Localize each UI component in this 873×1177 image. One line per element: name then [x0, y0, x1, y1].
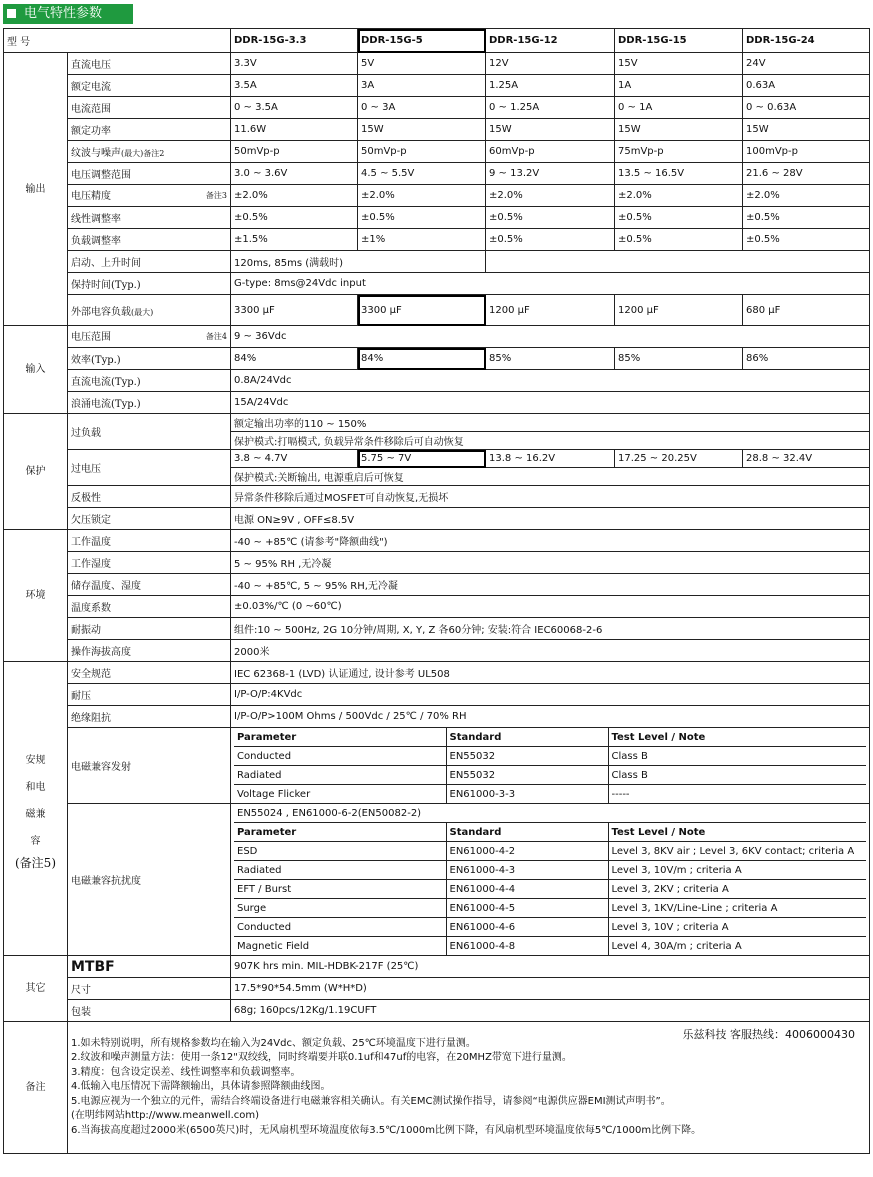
value-cell: ±0.5% — [743, 207, 870, 229]
value-cell: 3.5A — [231, 75, 358, 97]
protection-row — [4, 450, 870, 468]
table-row — [234, 766, 866, 785]
input-row — [4, 392, 870, 414]
value-cell: 0.8A/24Vdc — [231, 370, 870, 392]
model-name: DDR-15G-15 — [615, 29, 743, 53]
value-cell: ±1.5% — [231, 229, 358, 251]
value-cell: 13.5 ~ 16.5V — [615, 163, 743, 185]
emission-header-row — [234, 728, 866, 747]
value-cell: 3300 μF — [358, 295, 486, 326]
value-cell: 5 ~ 95% RH ,无冷凝 — [231, 552, 870, 574]
value-cell: ±0.5% — [486, 207, 615, 229]
value-cell: 0 ~ 0.63A — [743, 97, 870, 119]
value-cell: ±2.0% — [615, 185, 743, 207]
section-banner — [3, 4, 133, 24]
category-protection: 保护 — [4, 414, 68, 530]
value-cell: 额定输出功率的110 ~ 150% — [231, 414, 870, 432]
row-label: 过负载 — [68, 414, 231, 450]
value-cell: 1200 μF — [615, 295, 743, 326]
value-cell: 异常条件移除后通过MOSFET可自动恢复,无损坏 — [231, 486, 870, 508]
note-line: 2.纹波和噪声测量方法：使用一条12"双绞线，同时终端要并联0.1uf和47uf的电容，在20MHZ带宽下进行量测。 — [71, 1052, 572, 1064]
table-row — [234, 785, 866, 804]
table-cell: EN61000-4-6 — [446, 918, 608, 937]
note-line: 5.电源应视为一个独立的元件，需结合终端设备进行电磁兼容相关确认。有关EMC测试操作指导，请参阅“电源供应器EMI测试声明书”。 — [71, 1095, 671, 1107]
immunity-table — [234, 804, 866, 955]
value-cell: 60mVp-p — [486, 141, 615, 163]
value-cell: 15W — [615, 119, 743, 141]
table-row — [234, 937, 866, 956]
table-cell: EN61000-3-3 — [446, 785, 608, 804]
category-line: 容 — [30, 835, 41, 847]
column-header: Parameter — [234, 823, 446, 842]
spec-table — [3, 28, 870, 1154]
value-cell: ±2.0% — [486, 185, 615, 207]
immunity-header-row — [234, 823, 866, 842]
value-cell: 120ms, 85ms (满载时) — [231, 251, 486, 273]
table-row — [234, 842, 866, 861]
output-row — [4, 53, 870, 75]
value-cell: 75mVp-p — [615, 141, 743, 163]
row-label — [68, 326, 231, 348]
row-label: 工作温度 — [68, 530, 231, 552]
output-row — [4, 251, 870, 273]
model-name: DDR-15G-3.3 — [231, 29, 358, 53]
value-cell: ±2.0% — [743, 185, 870, 207]
value-cell: ±2.0% — [231, 185, 358, 207]
column-header: Parameter — [234, 728, 446, 747]
hotline-text: 乐兹科技 客服热线：4006000430 — [682, 1028, 855, 1041]
model-name: DDR-15G-12 — [486, 29, 615, 53]
row-label: 线性调整率 — [68, 207, 231, 229]
row-label: 额定电流 — [68, 75, 231, 97]
value-cell: 1.25A — [486, 75, 615, 97]
value-cell: 9 ~ 36Vdc — [231, 326, 870, 348]
value-cell: 15W — [486, 119, 615, 141]
table-cell: Class B — [608, 766, 866, 785]
value-cell: 85% — [486, 348, 615, 370]
table-cell: Level 3, 1KV/Line-Line ; criteria A — [608, 899, 866, 918]
row-label: 负载调整率 — [68, 229, 231, 251]
table-cell: Level 3, 10V/m ; criteria A — [608, 861, 866, 880]
value-cell: 保护模式:打嗝模式, 负载异常条件移除后可自动恢复 — [231, 432, 870, 450]
row-label-text: 电压范围 — [71, 331, 111, 343]
safety-row — [4, 662, 870, 684]
row-label: 电磁兼容发射 — [68, 728, 231, 804]
table-row — [234, 899, 866, 918]
row-label-text: 外部电容负载 — [71, 306, 131, 318]
column-header: Test Level / Note — [608, 823, 866, 842]
table-row — [234, 747, 866, 766]
environment-row — [4, 596, 870, 618]
protection-row — [4, 486, 870, 508]
input-row — [4, 348, 870, 370]
table-cell: EN61000-4-2 — [446, 842, 608, 861]
row-label: 电磁兼容抗扰度 — [68, 804, 231, 956]
input-row — [4, 326, 870, 348]
value-cell: 12V — [486, 53, 615, 75]
output-row — [4, 207, 870, 229]
value-cell: 1200 μF — [486, 295, 615, 326]
value-cell: 5.75 ~ 7V — [358, 450, 486, 468]
row-label: 耐振动 — [68, 618, 231, 640]
row-label: 反极性 — [68, 486, 231, 508]
model-label: 型 号 — [4, 29, 231, 53]
environment-row — [4, 552, 870, 574]
others-row — [4, 1000, 870, 1022]
value-cell: 0 ~ 3.5A — [231, 97, 358, 119]
value-cell: ±1% — [358, 229, 486, 251]
value-cell: 86% — [743, 348, 870, 370]
value-cell: 电源 ON≥9V , OFF≤8.5V — [231, 508, 870, 530]
column-header: Standard — [446, 728, 608, 747]
row-label — [68, 295, 231, 326]
value-cell: 85% — [615, 348, 743, 370]
value-cell: 13.8 ~ 16.2V — [486, 450, 615, 468]
row-label-note: 备注3 — [205, 190, 227, 200]
row-label: 额定功率 — [68, 119, 231, 141]
row-label: 工作湿度 — [68, 552, 231, 574]
output-row — [4, 119, 870, 141]
value-cell: I/P-O/P>100M Ohms / 500Vdc / 25℃ / 70% RH — [231, 706, 870, 728]
value-cell: 21.6 ~ 28V — [743, 163, 870, 185]
value-cell: -40 ~ +85℃, 5 ~ 95% RH,无冷凝 — [231, 574, 870, 596]
value-cell: ±0.5% — [615, 207, 743, 229]
table-cell: Conducted — [234, 918, 446, 937]
table-cell: Voltage Flicker — [234, 785, 446, 804]
table-cell: EN61000-4-8 — [446, 937, 608, 956]
row-label: 浪涌电流(Typ.) — [68, 392, 231, 414]
value-cell: 50mVp-p — [231, 141, 358, 163]
value-cell: 15W — [358, 119, 486, 141]
value-cell: G-type: 8ms@24Vdc input — [231, 273, 870, 295]
row-label: 保持时间(Typ.) — [68, 273, 231, 295]
row-label: 启动、上升时间 — [68, 251, 231, 273]
table-row — [234, 918, 866, 937]
value-cell: ±0.5% — [231, 207, 358, 229]
table-cell: Surge — [234, 899, 446, 918]
table-cell: Magnetic Field — [234, 937, 446, 956]
value-cell: 15W — [743, 119, 870, 141]
value-cell: ±0.5% — [615, 229, 743, 251]
emission-table-cell — [231, 728, 870, 804]
output-row — [4, 141, 870, 163]
value-cell: 3.8 ~ 4.7V — [231, 450, 358, 468]
value-cell: -40 ~ +85℃ (请参考"降额曲线") — [231, 530, 870, 552]
table-cell: Level 3, 2KV ; criteria A — [608, 880, 866, 899]
safety-row — [4, 804, 870, 956]
output-row — [4, 163, 870, 185]
value-cell: 0 ~ 1A — [615, 97, 743, 119]
note-line: (在明纬网站http://www.meanwell.com) — [71, 1110, 260, 1122]
value-cell: 1A — [615, 75, 743, 97]
row-label: 包装 — [68, 1000, 231, 1022]
table-cell: EN61000-4-4 — [446, 880, 608, 899]
table-cell: Level 3, 8KV air ; Level 3, 6KV contact; criteria A — [608, 842, 866, 861]
value-cell: 0 ~ 1.25A — [486, 97, 615, 119]
row-label: MTBF — [68, 956, 231, 978]
value-cell: 2000米 — [231, 640, 870, 662]
category-output: 输出 — [4, 53, 68, 326]
output-row — [4, 185, 870, 207]
value-cell: 15V — [615, 53, 743, 75]
notes-cell — [68, 1022, 870, 1154]
immunity-standards: EN55024 , EN61000-6-2(EN50082-2) — [234, 804, 866, 823]
value-cell: 11.6W — [231, 119, 358, 141]
note-line: 1.如未特别说明，所有规格参数均在输入为24Vdc、额定负载、25℃环境温度下进行量测。 — [71, 1037, 476, 1049]
row-label-note: 备注4 — [205, 331, 227, 341]
value-cell: 100mVp-p — [743, 141, 870, 163]
value-cell: 17.5*90*54.5mm (W*H*D) — [231, 978, 870, 1000]
table-cell: EN61000-4-5 — [446, 899, 608, 918]
output-row — [4, 295, 870, 326]
table-cell: Class B — [608, 747, 866, 766]
output-row — [4, 229, 870, 251]
banner-title: 电气特性参数 — [24, 6, 103, 21]
table-cell: EN55032 — [446, 747, 608, 766]
category-note: (备注5) — [15, 855, 56, 870]
note-line: 6.当海拔高度超过2000米(6500英尺)时，无风扇机型环境温度依每3.5℃/1000m比例下降，有风扇机型环境温度依每5℃/1000m比例下降。 — [71, 1124, 702, 1136]
column-header: Standard — [446, 823, 608, 842]
value-cell: 84% — [231, 348, 358, 370]
others-row — [4, 978, 870, 1000]
input-row — [4, 370, 870, 392]
category-environment: 环境 — [4, 530, 68, 662]
blank-cell — [486, 251, 870, 273]
row-label: 耐压 — [68, 684, 231, 706]
notes-row — [4, 1022, 870, 1154]
column-header: Test Level / Note — [608, 728, 866, 747]
protection-row — [4, 508, 870, 530]
output-row — [4, 97, 870, 119]
row-label: 尺寸 — [68, 978, 231, 1000]
value-cell: 4.5 ~ 5.5V — [358, 163, 486, 185]
value-cell: 3.0 ~ 3.6V — [231, 163, 358, 185]
row-label: 安全规范 — [68, 662, 231, 684]
value-cell: ±0.5% — [486, 229, 615, 251]
row-label-text: 电压精度 — [71, 190, 111, 202]
value-cell: 680 μF — [743, 295, 870, 326]
environment-row — [4, 574, 870, 596]
row-label: 效率(Typ.) — [68, 348, 231, 370]
value-cell: 组件:10 ~ 500Hz, 2G 10分钟/周期, X, Y, Z 各60分钟; 安装:符合 IEC60068-2-6 — [231, 618, 870, 640]
row-label: 过电压 — [68, 450, 231, 486]
row-label-note: 备注2 — [143, 149, 165, 158]
category-input: 输入 — [4, 326, 68, 414]
emission-table — [234, 728, 866, 803]
row-label: 温度系数 — [68, 596, 231, 618]
value-cell: 907K hrs min. MIL-HDBK-217F (25℃) — [231, 956, 870, 978]
value-cell: 0 ~ 3A — [358, 97, 486, 119]
table-cell: ESD — [234, 842, 446, 861]
row-label: 直流电压 — [68, 53, 231, 75]
row-label-sub: (最大) — [131, 307, 154, 317]
model-header-row — [4, 29, 870, 53]
table-cell: Level 4, 30A/m ; criteria A — [608, 937, 866, 956]
value-cell: 9 ~ 13.2V — [486, 163, 615, 185]
table-cell: ----- — [608, 785, 866, 804]
category-line: 安规 — [25, 754, 46, 766]
table-cell: Conducted — [234, 747, 446, 766]
note-line: 3.精度：包含设定误差、线性调整率和负载调整率。 — [71, 1066, 301, 1078]
row-label: 电流范围 — [68, 97, 231, 119]
category-notes: 备注 — [4, 1022, 68, 1154]
value-cell: ±2.0% — [358, 185, 486, 207]
table-cell: EN61000-4-3 — [446, 861, 608, 880]
value-cell: I/P-O/P:4KVdc — [231, 684, 870, 706]
category-line: 和电 — [25, 781, 46, 793]
value-cell: 17.25 ~ 20.25V — [615, 450, 743, 468]
value-cell: 15A/24Vdc — [231, 392, 870, 414]
environment-row — [4, 618, 870, 640]
output-row — [4, 273, 870, 295]
row-label: 直流电流(Typ.) — [68, 370, 231, 392]
model-name: DDR-15G-24 — [743, 29, 870, 53]
row-label: 绝缘阻抗 — [68, 706, 231, 728]
protection-row — [4, 414, 870, 432]
value-cell: 68g; 160pcs/12Kg/1.19CUFT — [231, 1000, 870, 1022]
model-name: DDR-15G-5 — [358, 29, 486, 53]
value-cell: 3300 μF — [231, 295, 358, 326]
table-row — [234, 861, 866, 880]
category-others: 其它 — [4, 956, 68, 1022]
value-cell: 5V — [358, 53, 486, 75]
value-cell: 3.3V — [231, 53, 358, 75]
value-cell: IEC 62368-1 (LVD) 认证通过, 设计参考 UL508 — [231, 662, 870, 684]
row-label-text: 纹波与噪声 — [71, 148, 121, 159]
row-label-sub: (最大) — [121, 149, 144, 158]
row-label: 欠压锁定 — [68, 508, 231, 530]
value-cell: 50mVp-p — [358, 141, 486, 163]
value-cell: 28.8 ~ 32.4V — [743, 450, 870, 468]
table-cell: Level 3, 10V ; criteria A — [608, 918, 866, 937]
row-label — [68, 185, 231, 207]
table-cell: Radiated — [234, 766, 446, 785]
category-line: 磁兼 — [25, 808, 46, 820]
category-safety-emc — [4, 662, 68, 956]
value-cell: ±0.5% — [358, 207, 486, 229]
row-label: 操作海拔高度 — [68, 640, 231, 662]
table-cell: EN55032 — [446, 766, 608, 785]
immunity-table-cell — [231, 804, 870, 956]
value-cell: 24V — [743, 53, 870, 75]
table-cell: EFT / Burst — [234, 880, 446, 899]
environment-row — [4, 640, 870, 662]
value-cell: 保护模式:关断输出, 电源重启后可恢复 — [231, 468, 870, 486]
environment-row — [4, 530, 870, 552]
output-row — [4, 75, 870, 97]
banner-square-icon — [7, 9, 16, 18]
row-label: 电压调整范围 — [68, 163, 231, 185]
table-row — [234, 880, 866, 899]
others-row — [4, 956, 870, 978]
value-cell: ±0.5% — [743, 229, 870, 251]
row-label: 储存温度、湿度 — [68, 574, 231, 596]
safety-row — [4, 706, 870, 728]
value-cell: ±0.03%/℃ (0 ~60℃) — [231, 596, 870, 618]
note-line: 4.低输入电压情况下需降额输出，具体请参照降额曲线图。 — [71, 1081, 331, 1093]
row-label — [68, 141, 231, 163]
value-cell: 0.63A — [743, 75, 870, 97]
value-cell: 3A — [358, 75, 486, 97]
value-cell: 84% — [358, 348, 486, 370]
safety-row — [4, 684, 870, 706]
safety-row — [4, 728, 870, 804]
immunity-standard-row — [234, 804, 866, 823]
table-cell: Radiated — [234, 861, 446, 880]
